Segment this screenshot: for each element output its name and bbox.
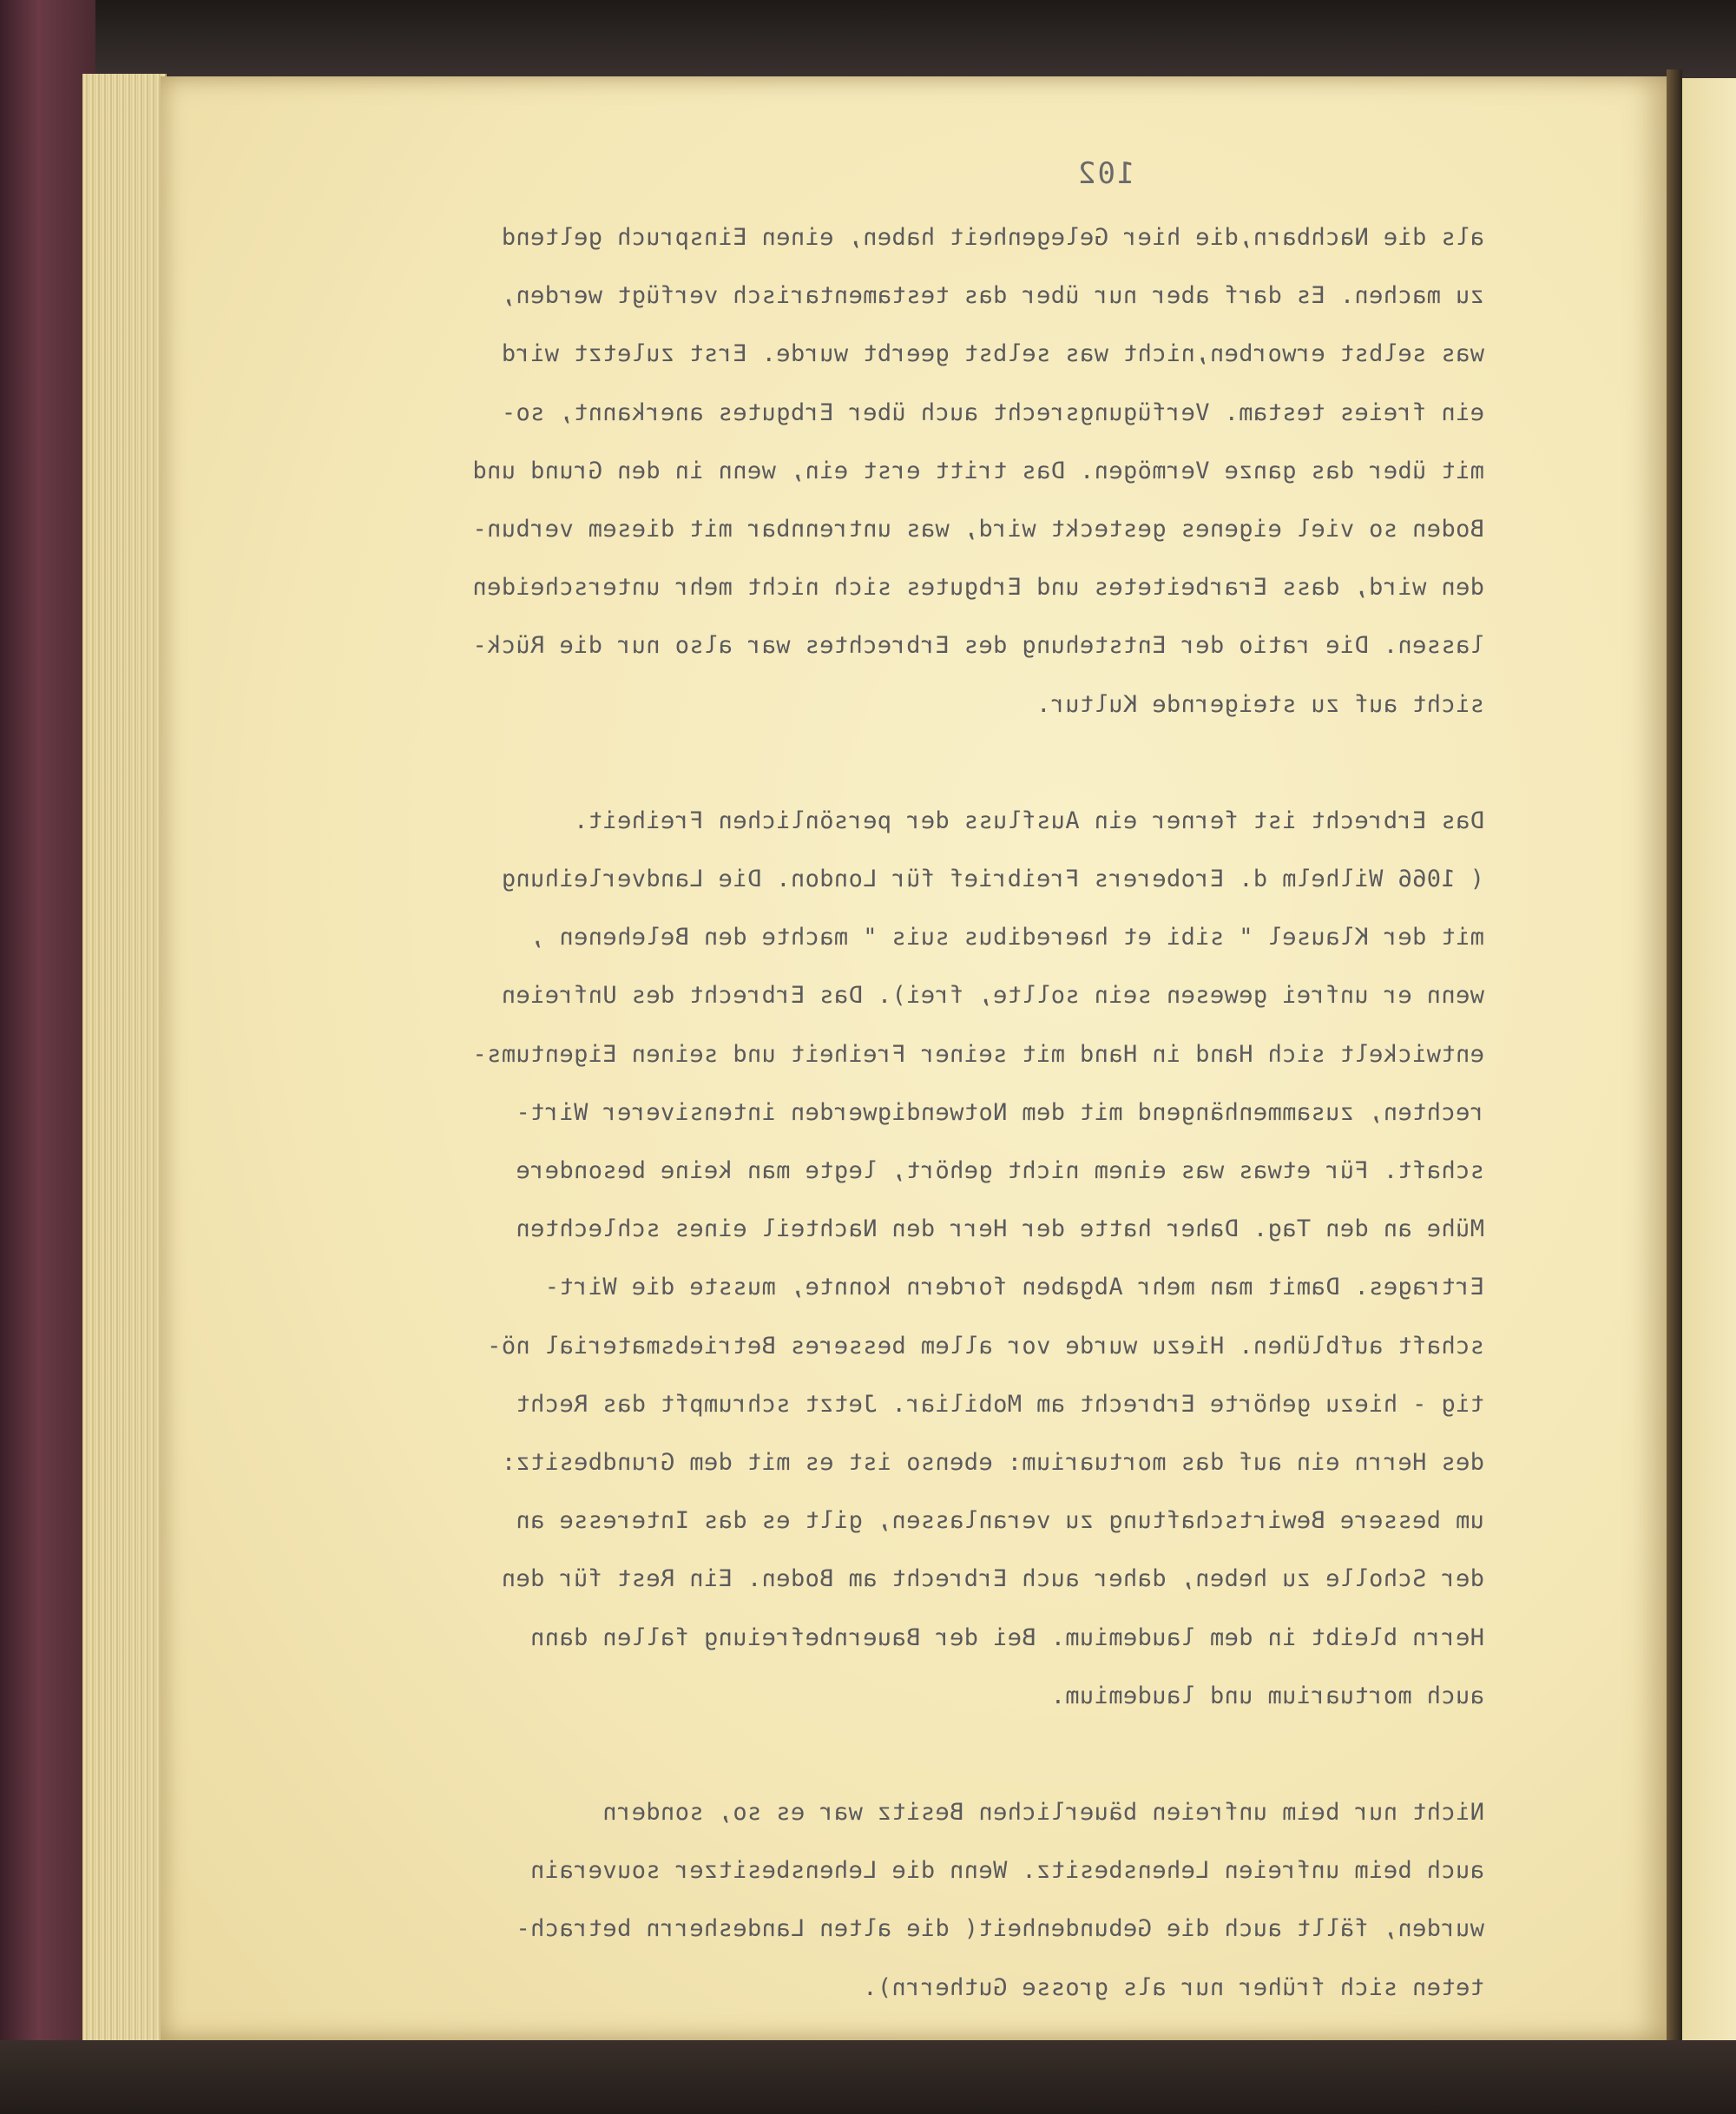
page-number: 102 [1076,156,1135,191]
text-line: schaft aufblühen. Hiezu wurde vor allem besseres Betriebsmaterial nö- [486,1332,1484,1360]
page-stack-edge [82,74,167,2045]
book-cover-edge [0,0,95,2114]
paragraph-gap [252,734,1484,792]
text-line: sicht auf zu steigernde Kultur. [1036,690,1484,718]
text-line: zu machen. Es darf aber nur über das testamentarisch verfügt werden, [501,282,1484,310]
text-line: Herrn bleibt in dem laudemium. Bei der Bauernbefreiung fallen dann [529,1623,1484,1651]
text-line: tig - hiezu gehörte Erbrecht am Mobiliar. Jetzt schrumpft das Recht [516,1390,1484,1418]
text-line: Das Erbrecht ist ferner ein Ausfluss der persönlichen Freiheit. [573,807,1484,834]
text-line: ein freies testam. Verfügungsrecht auch über Erbgutes anerkannt, so- [501,398,1484,426]
page-text [252,208,1484,2017]
text-line: teten sich früher nur als grosse Gutherrn). [862,1973,1484,2001]
text-line: Boden so viel eigenes gesteckt wird, was untrennbar mit diesem verbun- [472,515,1484,543]
text-line: entwickelt sich Hand in Hand mit seiner Freiheit und seinen Eigentums- [472,1040,1484,1068]
text-line: auch mortuarium und laudemium. [1050,1682,1484,1709]
book-top-edge [0,0,1736,82]
text-line: schaft. Für etwas was einem nicht gehört, legte man keine besondere [516,1157,1484,1184]
text-line: um bessere Bewirtschaftung zu veranlassen, gilt es das Interesse an [516,1507,1484,1535]
text-line: auch beim unfreien Lehensbesitz. Wenn die Lehensbesitzer souverain [529,1857,1484,1885]
text-line: Mühe an den Tag. Daher hatte der Herr den Nachteil eines schlechten [516,1215,1484,1243]
text-line: Nicht nur beim unfreien bäuerlichen Besitz war es so, sondern [602,1799,1484,1827]
text-line: mit der Klausel " sibi et haeredibus suis " machte den Belehenen , [529,924,1484,952]
text-line: der Scholle zu heben, daher auch Erbrecht am Boden. Ein Rest für den [501,1565,1484,1593]
text-line: wenn er unfrei gewesen sein sollte, frei). Das Erbrecht des Unfreien [501,982,1484,1010]
text-line: lassen. Die ratio der Entstehung des Erbrechtes war also nur die Rück- [472,632,1484,660]
text-line: als die Nachbarn,die hier Gelegenheit haben, einen Einspruch geltend [501,224,1484,251]
book-bottom-edge [0,2040,1736,2114]
facing-page-edge [1682,78,1736,2040]
text-line: mit über das ganze Vermögen. Das tritt erst ein, wenn in den Grund und [472,457,1484,484]
text-line: des Herrn ein auf das mortuarium: ebenso ist es mit dem Grundbesitz: [501,1448,1484,1476]
paragraph-gap [252,1725,1484,1783]
book-gutter [1667,69,1682,2045]
text-line: den wird, dass Erarbeitetes und Erbgutes sich nicht mehr unterscheiden [472,574,1484,602]
text-line: wurden, fällt auch die Gebundenheit( die alten Landesherrn betrach- [516,1915,1484,1943]
text-line: Ertrages. Damit man mehr Abgaben fordern konnte, musste die Wirt- [544,1274,1484,1301]
text-line: rechten, zusammenhängend mit dem Notwendigwerden intensiverer Wirt- [516,1098,1484,1126]
text-line: was selbst erworben,nicht was selbst geerbt wurde. Erst zuletzt wird [501,340,1484,368]
text-line: ( 1066 Wilhelm d. Eroberers Freibrief für London. Die Landverleihung [501,866,1484,893]
